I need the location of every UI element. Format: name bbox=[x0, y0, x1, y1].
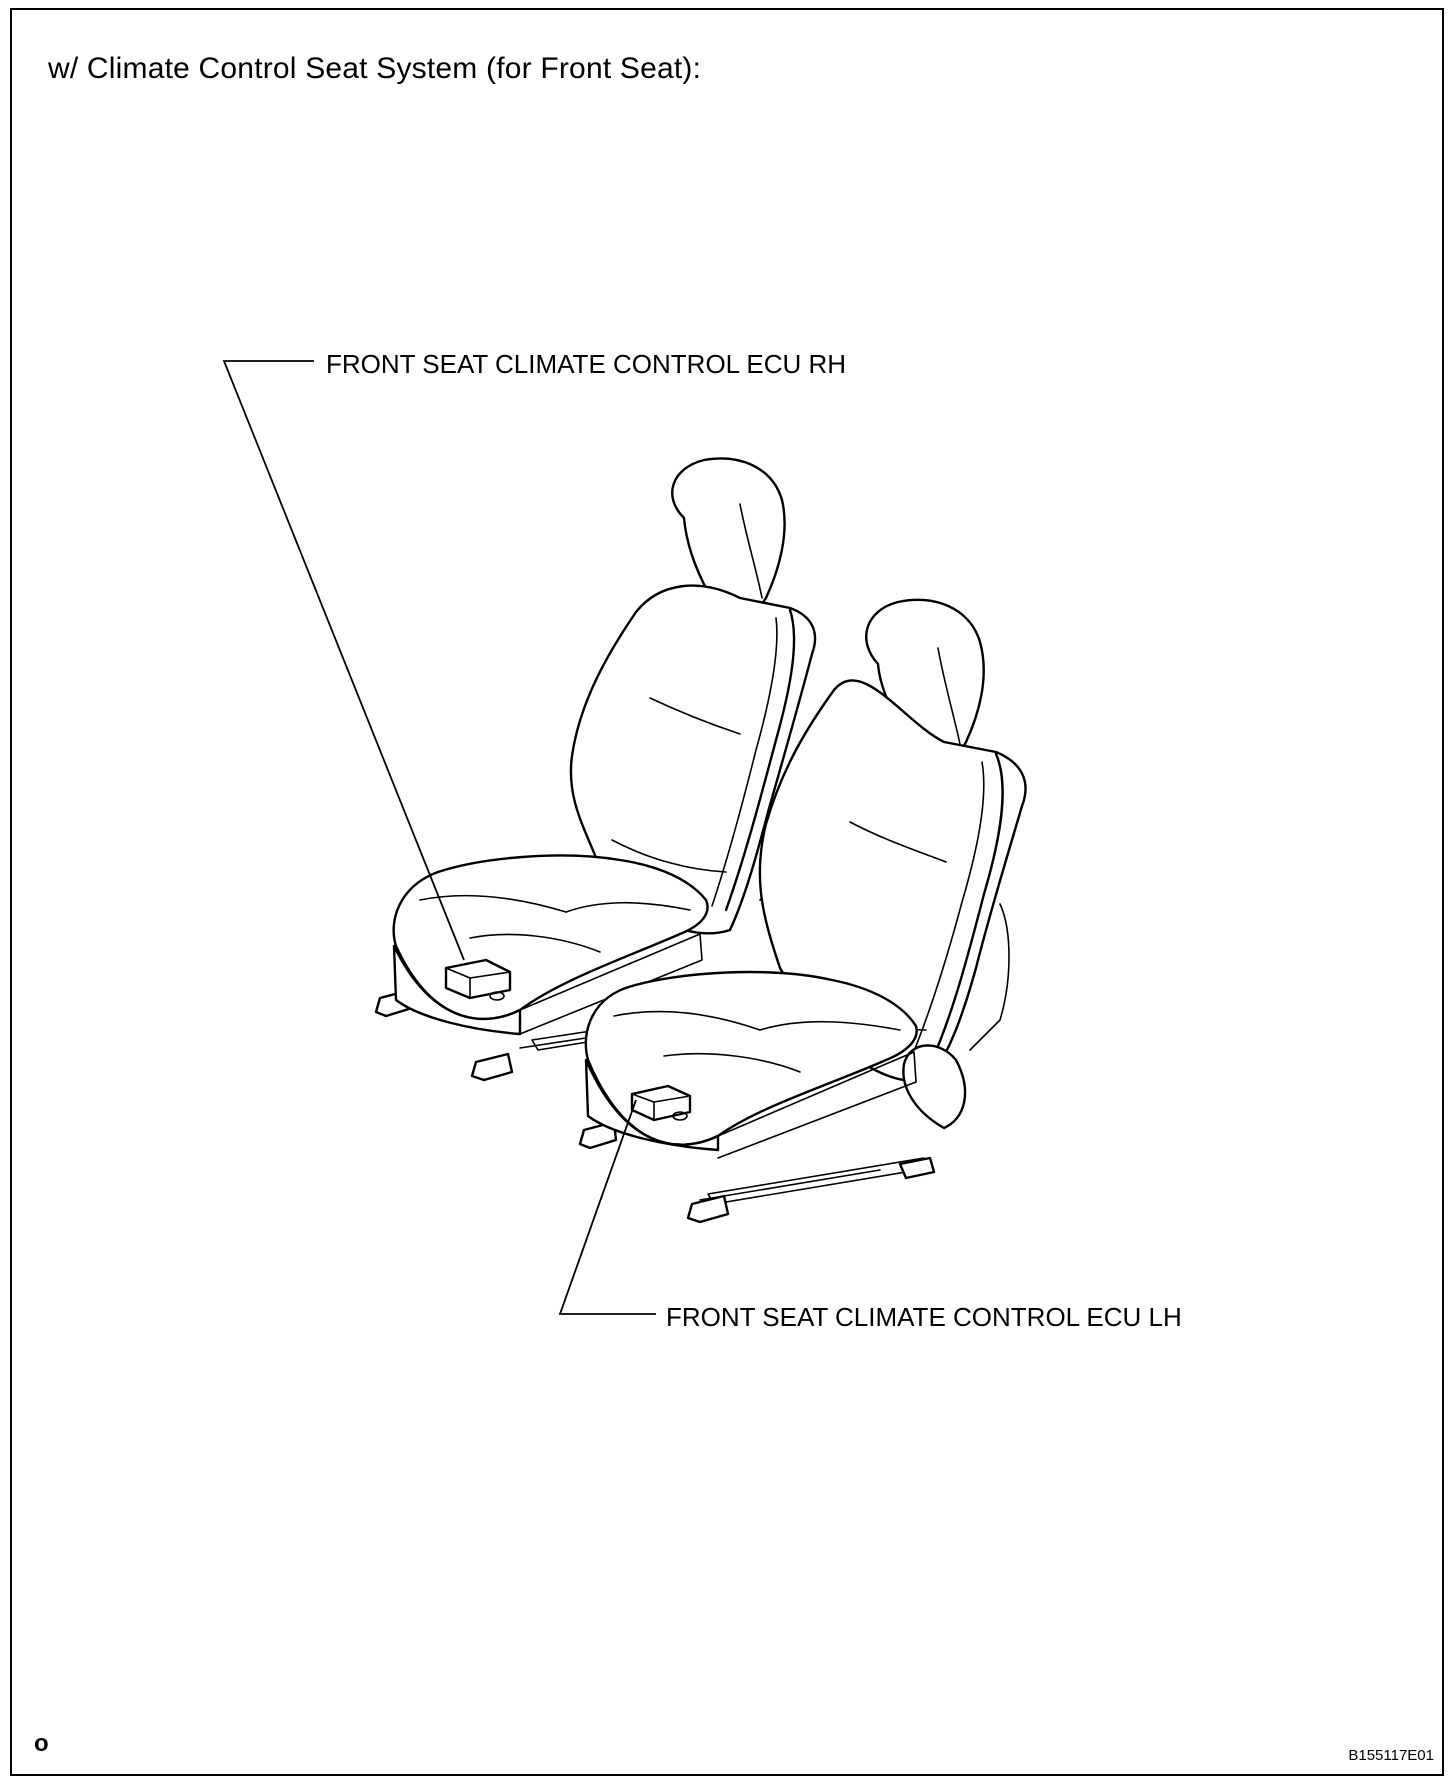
callout-label-ecu-lh: FRONT SEAT CLIMATE CONTROL ECU LH bbox=[666, 1302, 1182, 1332]
figure-id: B155117E01 bbox=[1348, 1747, 1434, 1764]
corner-mark: o bbox=[34, 1730, 49, 1757]
diagram-title: w/ Climate Control Seat System (for Front Seat): bbox=[48, 52, 702, 85]
leader-line-ecu-rh bbox=[224, 361, 464, 960]
ecu-lh-module bbox=[632, 1086, 690, 1120]
callout-label-ecu-rh: FRONT SEAT CLIMATE CONTROL ECU RH bbox=[326, 349, 847, 379]
